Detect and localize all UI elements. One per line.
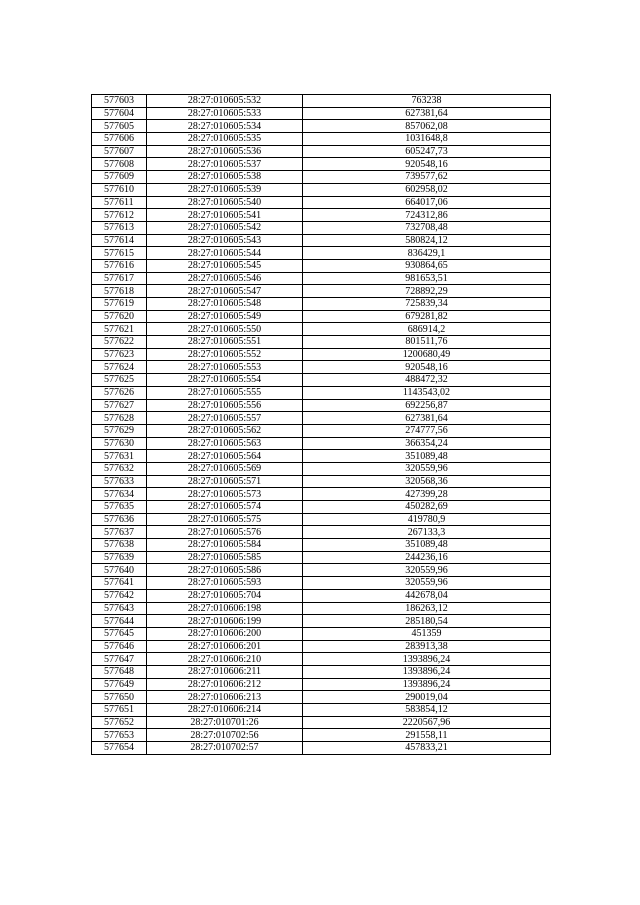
table-row bbox=[92, 95, 551, 108]
value-cell: 686914,2 bbox=[303, 323, 551, 336]
cadastral-number-cell: 28:27:010605:548 bbox=[147, 298, 303, 311]
value-cell: 602958,02 bbox=[303, 183, 551, 196]
value-cell: 627381,64 bbox=[303, 107, 551, 120]
value-cell: 291558,11 bbox=[303, 729, 551, 742]
value-cell: 739577,62 bbox=[303, 171, 551, 184]
row-number-cell: 577614 bbox=[92, 234, 147, 247]
cadastral-number-cell: 28:27:010605:576 bbox=[147, 526, 303, 539]
value-cell: 728892,29 bbox=[303, 285, 551, 298]
table-row bbox=[92, 310, 551, 323]
value-cell: 583854,12 bbox=[303, 704, 551, 717]
cadastral-number-cell: 28:27:010605:545 bbox=[147, 259, 303, 272]
cadastral-number-cell: 28:27:010605:571 bbox=[147, 475, 303, 488]
value-cell: 285180,54 bbox=[303, 615, 551, 628]
table-row bbox=[92, 158, 551, 171]
row-number-cell: 577640 bbox=[92, 564, 147, 577]
cadastral-number-cell: 28:27:010605:593 bbox=[147, 577, 303, 590]
value-cell: 981653,51 bbox=[303, 272, 551, 285]
table-row bbox=[92, 513, 551, 526]
value-cell: 1200680,49 bbox=[303, 348, 551, 361]
cadastral-number-cell: 28:27:010606:213 bbox=[147, 691, 303, 704]
row-number-cell: 577653 bbox=[92, 729, 147, 742]
row-number-cell: 577618 bbox=[92, 285, 147, 298]
value-cell: 320568,36 bbox=[303, 475, 551, 488]
cadastral-number-cell: 28:27:010605:585 bbox=[147, 551, 303, 564]
cadastral-number-cell: 28:27:010605:540 bbox=[147, 196, 303, 209]
cadastral-number-cell: 28:27:010701:26 bbox=[147, 716, 303, 729]
row-number-cell: 577604 bbox=[92, 107, 147, 120]
value-cell: 1393896,24 bbox=[303, 678, 551, 691]
value-cell: 186263,12 bbox=[303, 602, 551, 615]
table-row bbox=[92, 209, 551, 222]
row-number-cell: 577629 bbox=[92, 424, 147, 437]
cadastral-number-cell: 28:27:010606:212 bbox=[147, 678, 303, 691]
value-cell: 1393896,24 bbox=[303, 653, 551, 666]
value-cell: 1031648,8 bbox=[303, 133, 551, 146]
table-row bbox=[92, 348, 551, 361]
row-number-cell: 577626 bbox=[92, 386, 147, 399]
row-number-cell: 577643 bbox=[92, 602, 147, 615]
table-row bbox=[92, 120, 551, 133]
cadastral-number-cell: 28:27:010605:575 bbox=[147, 513, 303, 526]
cadastral-number-cell: 28:27:010606:210 bbox=[147, 653, 303, 666]
value-cell: 451359 bbox=[303, 627, 551, 640]
row-number-cell: 577617 bbox=[92, 272, 147, 285]
table-row bbox=[92, 615, 551, 628]
table-row bbox=[92, 716, 551, 729]
table-row bbox=[92, 564, 551, 577]
table-row bbox=[92, 450, 551, 463]
row-number-cell: 577607 bbox=[92, 145, 147, 158]
table-row bbox=[92, 361, 551, 374]
row-number-cell: 577645 bbox=[92, 627, 147, 640]
cadastral-number-cell: 28:27:010605:556 bbox=[147, 399, 303, 412]
table-body bbox=[92, 95, 551, 755]
row-number-cell: 577609 bbox=[92, 171, 147, 184]
cadastral-number-cell: 28:27:010605:554 bbox=[147, 374, 303, 387]
table-row bbox=[92, 259, 551, 272]
cadastral-number-cell: 28:27:010605:584 bbox=[147, 539, 303, 552]
value-cell: 664017,06 bbox=[303, 196, 551, 209]
value-cell: 450282,69 bbox=[303, 501, 551, 514]
table-row bbox=[92, 221, 551, 234]
value-cell: 351089,48 bbox=[303, 539, 551, 552]
row-number-cell: 577650 bbox=[92, 691, 147, 704]
cadastral-number-cell: 28:27:010605:569 bbox=[147, 462, 303, 475]
row-number-cell: 577647 bbox=[92, 653, 147, 666]
row-number-cell: 577648 bbox=[92, 665, 147, 678]
table-row bbox=[92, 678, 551, 691]
table-row bbox=[92, 424, 551, 437]
row-number-cell: 577644 bbox=[92, 615, 147, 628]
row-number-cell: 577606 bbox=[92, 133, 147, 146]
cadastral-number-cell: 28:27:010605:573 bbox=[147, 488, 303, 501]
cadastral-number-cell: 28:27:010605:574 bbox=[147, 501, 303, 514]
row-number-cell: 577632 bbox=[92, 462, 147, 475]
row-number-cell: 577635 bbox=[92, 501, 147, 514]
cadastral-number-cell: 28:27:010605:534 bbox=[147, 120, 303, 133]
row-number-cell: 577605 bbox=[92, 120, 147, 133]
row-number-cell: 577631 bbox=[92, 450, 147, 463]
row-number-cell: 577637 bbox=[92, 526, 147, 539]
cadastral-number-cell: 28:27:010605:555 bbox=[147, 386, 303, 399]
table-row bbox=[92, 412, 551, 425]
table-row bbox=[92, 691, 551, 704]
cadastral-number-cell: 28:27:010605:546 bbox=[147, 272, 303, 285]
value-cell: 351089,48 bbox=[303, 450, 551, 463]
row-number-cell: 577615 bbox=[92, 247, 147, 260]
table-row bbox=[92, 285, 551, 298]
value-cell: 920548,16 bbox=[303, 158, 551, 171]
value-cell: 2220567,96 bbox=[303, 716, 551, 729]
value-cell: 857062,08 bbox=[303, 120, 551, 133]
value-cell: 457833,21 bbox=[303, 742, 551, 755]
table-row bbox=[92, 602, 551, 615]
value-cell: 605247,73 bbox=[303, 145, 551, 158]
cadastral-number-cell: 28:27:010606:201 bbox=[147, 640, 303, 653]
value-cell: 920548,16 bbox=[303, 361, 551, 374]
value-cell: 930864,65 bbox=[303, 259, 551, 272]
cadastral-number-cell: 28:27:010606:214 bbox=[147, 704, 303, 717]
value-cell: 580824,12 bbox=[303, 234, 551, 247]
cadastral-number-cell: 28:27:010605:549 bbox=[147, 310, 303, 323]
cadastral-number-cell: 28:27:010702:57 bbox=[147, 742, 303, 755]
value-cell: 725839,34 bbox=[303, 298, 551, 311]
table-row bbox=[92, 196, 551, 209]
table-row bbox=[92, 145, 551, 158]
value-cell: 836429,1 bbox=[303, 247, 551, 260]
cadastral-number-cell: 28:27:010605:538 bbox=[147, 171, 303, 184]
cadastral-number-cell: 28:27:010605:552 bbox=[147, 348, 303, 361]
value-cell: 267133,3 bbox=[303, 526, 551, 539]
row-number-cell: 577630 bbox=[92, 437, 147, 450]
value-cell: 724312,86 bbox=[303, 209, 551, 222]
cadastral-number-cell: 28:27:010605:532 bbox=[147, 95, 303, 108]
cadastral-number-cell: 28:27:010605:536 bbox=[147, 145, 303, 158]
row-number-cell: 577651 bbox=[92, 704, 147, 717]
table-row bbox=[92, 336, 551, 349]
row-number-cell: 577646 bbox=[92, 640, 147, 653]
cadastral-number-cell: 28:27:010605:557 bbox=[147, 412, 303, 425]
table-row bbox=[92, 551, 551, 564]
value-cell: 366354,24 bbox=[303, 437, 551, 450]
value-cell: 290019,04 bbox=[303, 691, 551, 704]
value-cell: 732708,48 bbox=[303, 221, 551, 234]
table-row bbox=[92, 386, 551, 399]
table-row bbox=[92, 653, 551, 666]
row-number-cell: 577616 bbox=[92, 259, 147, 272]
cadastral-number-cell: 28:27:010605:586 bbox=[147, 564, 303, 577]
registry-table bbox=[91, 94, 551, 755]
row-number-cell: 577603 bbox=[92, 95, 147, 108]
table-row bbox=[92, 488, 551, 501]
row-number-cell: 577649 bbox=[92, 678, 147, 691]
cadastral-number-cell: 28:27:010605:533 bbox=[147, 107, 303, 120]
cadastral-number-cell: 28:27:010606:200 bbox=[147, 627, 303, 640]
cadastral-number-cell: 28:27:010605:544 bbox=[147, 247, 303, 260]
row-number-cell: 577641 bbox=[92, 577, 147, 590]
row-number-cell: 577623 bbox=[92, 348, 147, 361]
table-row bbox=[92, 183, 551, 196]
value-cell: 320559,96 bbox=[303, 462, 551, 475]
row-number-cell: 577634 bbox=[92, 488, 147, 501]
table-row bbox=[92, 247, 551, 260]
row-number-cell: 577652 bbox=[92, 716, 147, 729]
row-number-cell: 577613 bbox=[92, 221, 147, 234]
cadastral-number-cell: 28:27:010605:562 bbox=[147, 424, 303, 437]
row-number-cell: 577624 bbox=[92, 361, 147, 374]
table-row bbox=[92, 437, 551, 450]
table-row bbox=[92, 234, 551, 247]
value-cell: 679281,82 bbox=[303, 310, 551, 323]
table-row bbox=[92, 627, 551, 640]
value-cell: 1143543,02 bbox=[303, 386, 551, 399]
row-number-cell: 577612 bbox=[92, 209, 147, 222]
cadastral-number-cell: 28:27:010606:198 bbox=[147, 602, 303, 615]
table-row bbox=[92, 298, 551, 311]
value-cell: 763238 bbox=[303, 95, 551, 108]
value-cell: 488472,32 bbox=[303, 374, 551, 387]
value-cell: 801511,76 bbox=[303, 336, 551, 349]
table-row bbox=[92, 526, 551, 539]
table-row bbox=[92, 742, 551, 755]
table-row bbox=[92, 729, 551, 742]
row-number-cell: 577610 bbox=[92, 183, 147, 196]
value-cell: 1393896,24 bbox=[303, 665, 551, 678]
row-number-cell: 577619 bbox=[92, 298, 147, 311]
cadastral-number-cell: 28:27:010605:541 bbox=[147, 209, 303, 222]
table-row bbox=[92, 640, 551, 653]
table-row bbox=[92, 107, 551, 120]
value-cell: 283913,38 bbox=[303, 640, 551, 653]
cadastral-number-cell: 28:27:010702:56 bbox=[147, 729, 303, 742]
value-cell: 442678,04 bbox=[303, 589, 551, 602]
table-row bbox=[92, 133, 551, 146]
value-cell: 320559,96 bbox=[303, 564, 551, 577]
row-number-cell: 577633 bbox=[92, 475, 147, 488]
cadastral-number-cell: 28:27:010605:535 bbox=[147, 133, 303, 146]
cadastral-number-cell: 28:27:010605:542 bbox=[147, 221, 303, 234]
row-number-cell: 577625 bbox=[92, 374, 147, 387]
table-row bbox=[92, 577, 551, 590]
table-row bbox=[92, 272, 551, 285]
cadastral-number-cell: 28:27:010605:704 bbox=[147, 589, 303, 602]
row-number-cell: 577621 bbox=[92, 323, 147, 336]
cadastral-number-cell: 28:27:010605:543 bbox=[147, 234, 303, 247]
table-row bbox=[92, 475, 551, 488]
row-number-cell: 577638 bbox=[92, 539, 147, 552]
row-number-cell: 577628 bbox=[92, 412, 147, 425]
value-cell: 244236,16 bbox=[303, 551, 551, 564]
cadastral-number-cell: 28:27:010605:553 bbox=[147, 361, 303, 374]
row-number-cell: 577627 bbox=[92, 399, 147, 412]
value-cell: 692256,87 bbox=[303, 399, 551, 412]
row-number-cell: 577642 bbox=[92, 589, 147, 602]
row-number-cell: 577636 bbox=[92, 513, 147, 526]
table-row bbox=[92, 374, 551, 387]
value-cell: 274777,56 bbox=[303, 424, 551, 437]
value-cell: 627381,64 bbox=[303, 412, 551, 425]
table-row bbox=[92, 539, 551, 552]
cadastral-number-cell: 28:27:010605:563 bbox=[147, 437, 303, 450]
table-row bbox=[92, 323, 551, 336]
row-number-cell: 577639 bbox=[92, 551, 147, 564]
table-row bbox=[92, 399, 551, 412]
cadastral-number-cell: 28:27:010606:211 bbox=[147, 665, 303, 678]
table-row bbox=[92, 501, 551, 514]
table-row bbox=[92, 704, 551, 717]
table-row bbox=[92, 462, 551, 475]
row-number-cell: 577622 bbox=[92, 336, 147, 349]
cadastral-number-cell: 28:27:010605:539 bbox=[147, 183, 303, 196]
table-row bbox=[92, 589, 551, 602]
cadastral-number-cell: 28:27:010606:199 bbox=[147, 615, 303, 628]
cadastral-number-cell: 28:27:010605:551 bbox=[147, 336, 303, 349]
row-number-cell: 577611 bbox=[92, 196, 147, 209]
cadastral-number-cell: 28:27:010605:550 bbox=[147, 323, 303, 336]
table-row bbox=[92, 665, 551, 678]
cadastral-number-cell: 28:27:010605:564 bbox=[147, 450, 303, 463]
cadastral-number-cell: 28:27:010605:537 bbox=[147, 158, 303, 171]
cadastral-number-cell: 28:27:010605:547 bbox=[147, 285, 303, 298]
table-row bbox=[92, 171, 551, 184]
value-cell: 427399,28 bbox=[303, 488, 551, 501]
value-cell: 320559,96 bbox=[303, 577, 551, 590]
row-number-cell: 577654 bbox=[92, 742, 147, 755]
row-number-cell: 577620 bbox=[92, 310, 147, 323]
value-cell: 419780,9 bbox=[303, 513, 551, 526]
row-number-cell: 577608 bbox=[92, 158, 147, 171]
